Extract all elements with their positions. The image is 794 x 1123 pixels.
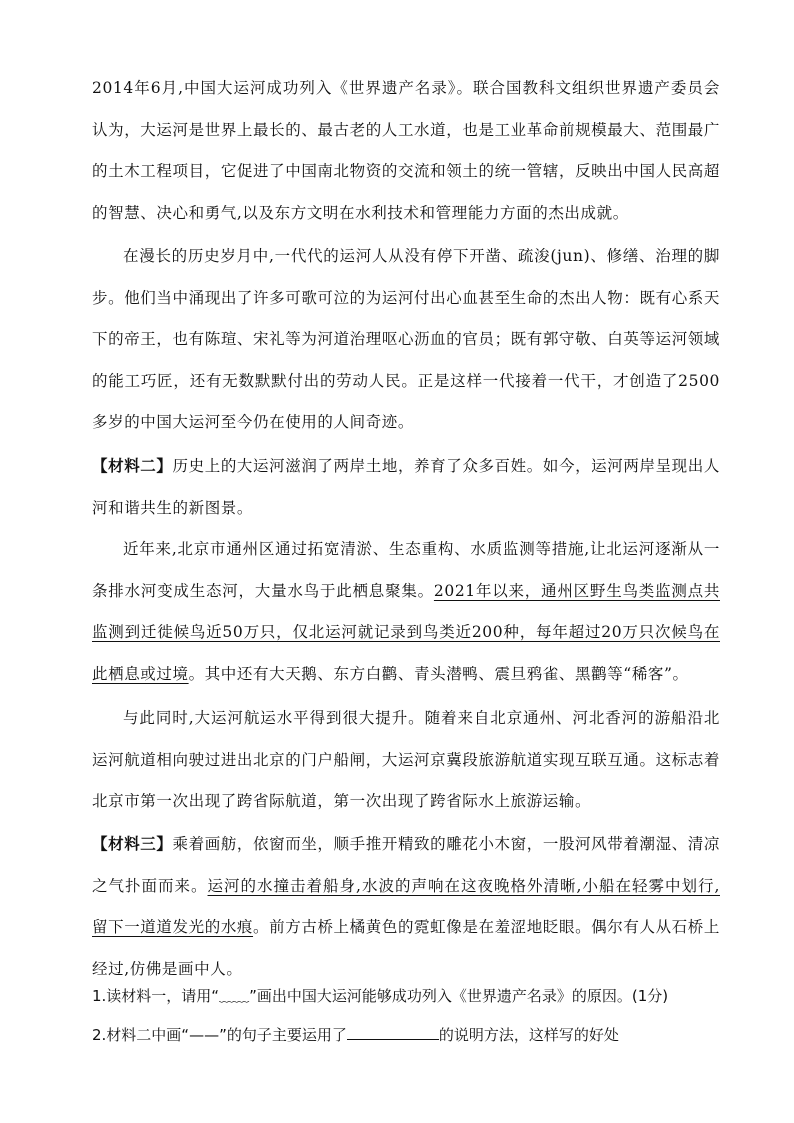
material1-paragraph-2: 在漫长的历史岁月中,一代代的运河人从没有停下开凿、疏浚(jun)、修缮、治理的脚步。他们当中涌现出了许多可歌可泣的为运河付出心血甚至生命的杰出人物：既有心系天下的帝王，也有陈瑄、宋礼等为河道治理呕心沥血的官员；既有郭守敬、白英等运河领域的能工巧匠，还有无数默默付出的劳动人民。正是这样一代接着一代干，才创造了2500多岁的中国大运河至今仍在使用的人间奇迹。 <box>92 247 720 431</box>
material2-p1-text-a: 近年来,北京市通州区通过拓宽清淤、生态重构、水质监测等措施,让北运河逐渐从一条排水河变成生态河，大量水鸟于此栖息聚集。 <box>92 540 720 600</box>
material2-intro <box>92 445 720 529</box>
material3-text-b: 。前方古桥上橘黄色的霓虹像是在羞涩地眨眼。偶尔有人从石桥上经过,仿佛是画中人。 <box>92 918 720 978</box>
material1-paragraph-1: 2014年6月,中国大运河成功列入《世界遗产名录》。联合国教科文组织世界遗产委员会认为，大运河是世界上最长的、最古老的人工水道，也是工业革命前规模最大、范围最广的土木工程项目，它促进了中国南北物资的交流和领土的统一管辖，反映出中国人民高超的智慧、决心和勇气,以及东方文明在水利技术和管理能力方面的杰出成就。 <box>92 79 720 222</box>
question-2-text-a: 2.材料二中画“——”的句子主要运用了 <box>92 1026 347 1044</box>
material2-intro-text: 历史上的大运河滋润了两岸土地，养育了众多百姓。如今，运河两岸呈现出人河和谐共生的新图景。 <box>92 457 720 517</box>
material2-underlined-sentence: 2021年以来，通州区野生鸟类监测点共监测到迁徙候鸟近50万只，仅北运河就记录到鸟类近200种，每年超过20万只次候鸟在此栖息或过境 <box>92 581 720 683</box>
material3-text-a: 乘着画舫，依窗而坐，顺手推开精致的雕花小木窗，一股河风带着潮湿、清凉之气扑面而来。 <box>92 835 720 895</box>
material3-label: 【材料三】 <box>92 834 173 853</box>
answer-blank[interactable] <box>347 1025 439 1040</box>
material2-paragraph-2: 与此同时,大运河航运水平得到很大提升。随着来自北京通州、河北香河的游船沿北运河航道相向驶过进出北京的门户船闸，大运河京冀段旅游航道实现互联互通。这标志着北京市第一次出现了跨省际航道，第一次出现了跨省际水上旅游运输。 <box>92 709 720 810</box>
material3-paragraph <box>92 823 720 990</box>
question-2-text-b: 的说明方法，这样写的好处 <box>438 1026 619 1044</box>
material3-underlined-sentence: 运河的水撞击着船身,水波的声响在这夜晚格外清晰,小船在轻雾中划行,留下一道道发光的水痕 <box>92 876 720 936</box>
material2-paragraph-1 <box>92 529 720 695</box>
question-2 <box>92 1025 720 1045</box>
material2-p1-text-b: 。其中还有大天鹅、东方白鹳、青头潜鸭、震旦鸦雀、黑鹳等“稀客”。 <box>188 664 689 683</box>
question-1: 1.读材料一，请用“﹏﹏”画出中国大运河能够成功列入《世界遗产名录》的原因。(1分) <box>92 987 669 1005</box>
material2-label: 【材料二】 <box>92 456 173 475</box>
